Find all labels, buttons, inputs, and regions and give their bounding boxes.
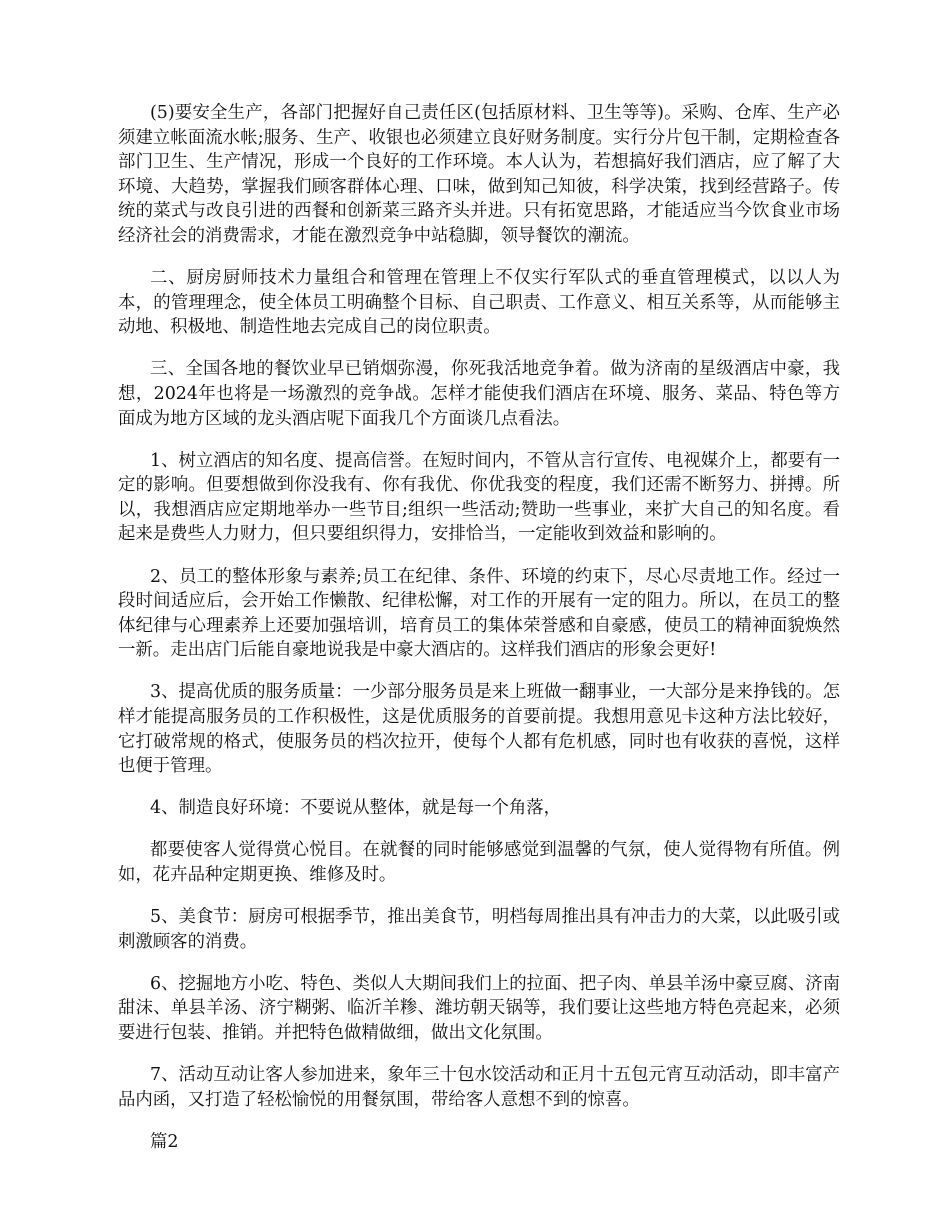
paragraph-point-7-interactive-events: 7、活动互动让客人参加进来，象年三十包水饺活动和正月十五包元宵互动活动，即丰富产品内函，又打造了轻松愉悦的用餐氛围，带给客人意想不到的惊喜。: [118, 1065, 840, 1110]
paragraph-kitchen-management: 二、厨房厨师技术力量组合和管理在管理上不仅实行军队式的垂直管理模式，以以人为本，的管理理念，使全体员工明确整个目标、自己职责、工作意义、相互关系等，从而能够主动地、积极地、制造性地去完成自己的岗位职责。: [118, 268, 840, 338]
paragraph-point-4-environment: 4、制造良好环境：不要说从整体，就是每一个角落，: [150, 798, 562, 819]
paragraph-point-3-service-quality: 3、提高优质的服务质量：一少部分服务员是来上班做一翻事业，一大部分是来挣钱的。怎样才能提高服务员的工作积极性，这是优质服务的首要前提。我想用意见卡这种方法比较好，它打破常规的格式，使服务员的档次拉开，使每个人都有危机感，同时也有收获的喜悦，这样也便于管理。: [118, 682, 840, 777]
paragraph-competition-overview: 三、全国各地的餐饮业早已销烟弥漫，你死我活地竞争着。做为济南的星级酒店中豪，我想，2024年也将是一场激烈的竞争战。怎样才能使我们酒店在环境、服务、菜品、特色等方面成为地方区域的龙头酒店呢下面我几个方面谈几点看法。: [118, 359, 840, 429]
paragraph-point-1-reputation: 1、树立酒店的知名度、提高信誉。在短时间内，不管从言行宣传、电视媒介上，都要有一定的影响。但要想做到你没我有、你有我优、你优我变的程度，我们还需不断努力、拼搏。所以，我想酒店应定期地举办一些节目;组织一些活动;赞助一些事业，来扩大自己的知名度。看起来是费些人力财力，但只要组织得力，安排恰当，一定能收到效益和影响的。: [118, 450, 840, 545]
paragraph-point-4-continued: 都要使客人觉得赏心悦目。在就餐的同时能够感觉到温馨的气氛，使人觉得物有所值。例如，花卉品种定期更换、维修及时。: [118, 840, 840, 885]
document-page: [118, 101, 840, 1154]
section-heading-part-2: 篇2: [150, 1131, 179, 1152]
paragraph-safety-production: (5)要安全生产，各部门把握好自己责任区(包括原材料、卫生等等)。采购、仓库、生产必须建立帐面流水帐;服务、生产、收银也必须建立良好财务制度。实行分片包干制，定期检查各部门卫生、生产情况，形成一个良好的工作环境。本人认为，若想搞好我们酒店，应了解了大环境、大趋势，掌握我们顾客群体心理、口味，做到知己知彼，科学决策，找到经营路子。传统的菜式与改良引进的西餐和创新菜三路齐头并进。只有拓宽思路，才能适应当今饮食业市场经济社会的消费需求，才能在激烈竞争中站稳脚，领导餐饮的潮流。: [118, 103, 840, 246]
paragraph-point-5-food-festival: 5、美食节：厨房可根据季节，推出美食节，明档每周推出具有冲击力的大菜，以此吸引或刺激顾客的消费。: [118, 907, 840, 952]
paragraph-point-6-local-snacks: 6、挖掘地方小吃、特色、类似人大期间我们上的拉面、把子肉、单县羊汤中豪豆腐、济南甜沫、单县羊汤、济宁糊粥、临沂羊糁、潍坊朝天锅等，我们要让这些地方特色亮起来，必须要进行包装、推销。并把特色做精做细，做出文化氛围。: [118, 973, 840, 1043]
paragraph-point-2-staff-image: 2、员工的整体形象与素养;员工在纪律、条件、环境的约束下，尽心尽责地工作。经过一段时间适应后，会开始工作懒散、纪律松懈，对工作的开展有一定的阻力。所以，在员工的整体纪律与心理素养上还要加强培训，培育员工的集体荣誉感和自豪感，使员工的精神面貌焕然一新。走出店门后能自豪地说我是中豪大酒店的。这样我们酒店的形象会更好!: [118, 566, 840, 661]
